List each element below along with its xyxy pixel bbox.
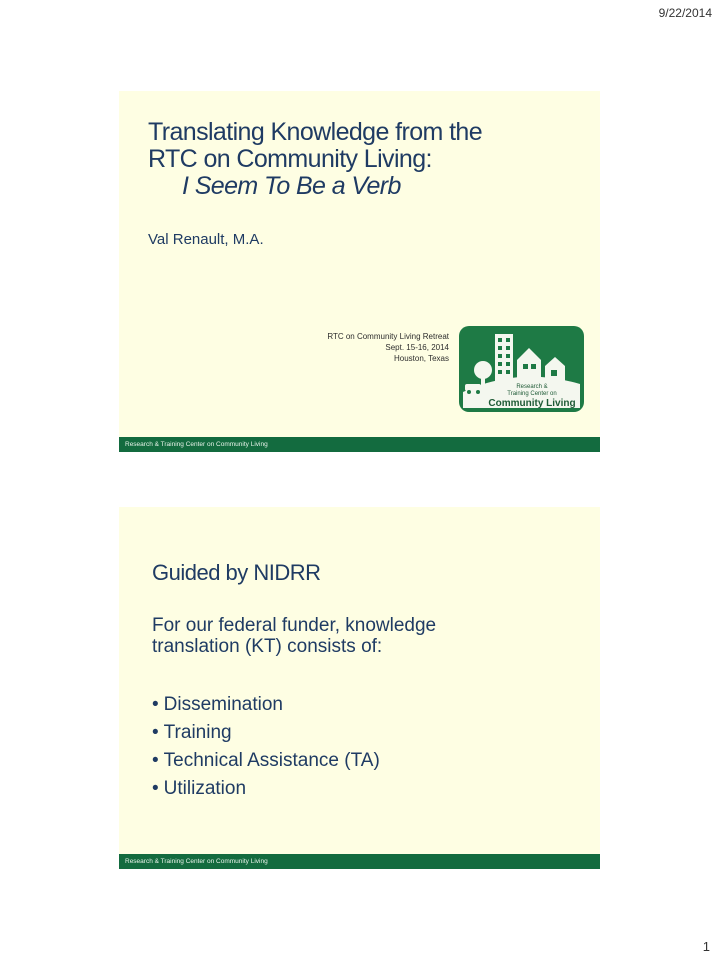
slide-footer: Research & Training Center on Community Living xyxy=(119,854,600,869)
title-line-1: Translating Knowledge from the xyxy=(148,118,483,146)
title-subtitle: I Seem To Be a Verb xyxy=(182,172,401,200)
slide-title-heading xyxy=(148,119,482,200)
intro-text xyxy=(152,615,572,657)
page-date: 9/22/2014 xyxy=(658,6,712,20)
slide-footer: Research & Training Center on Community Living xyxy=(119,437,600,452)
intro-line-1: For our federal funder, knowledge xyxy=(152,615,437,636)
list-item: • Training xyxy=(152,719,380,747)
page-number: 1 xyxy=(702,939,710,954)
title-line-2: RTC on Community Living: xyxy=(148,145,432,173)
logo-text-3: Community Living xyxy=(488,398,576,409)
event-dates: Sept. 15-16, 2014 xyxy=(385,343,449,352)
slide-guided-by-nidrr xyxy=(119,507,600,869)
event-name: RTC on Community Living Retreat xyxy=(327,332,449,341)
list-item: • Technical Assistance (TA) xyxy=(152,747,380,775)
list-item: • Utilization xyxy=(152,775,380,803)
kt-components-list xyxy=(152,691,380,803)
slide-title xyxy=(119,91,600,452)
event-info xyxy=(327,331,449,364)
event-location: Houston, Texas xyxy=(394,354,449,363)
logo-text-2: Training Center on xyxy=(507,391,557,397)
slide-heading: Guided by NIDRR xyxy=(152,560,321,585)
presenter-name: Val Renault, M.A. xyxy=(148,231,264,248)
intro-line-2: translation (KT) consists of: xyxy=(152,636,383,657)
logo-text-1: Research & xyxy=(516,384,548,390)
rtc-community-living-logo xyxy=(459,326,584,412)
list-item: • Dissemination xyxy=(152,691,380,719)
